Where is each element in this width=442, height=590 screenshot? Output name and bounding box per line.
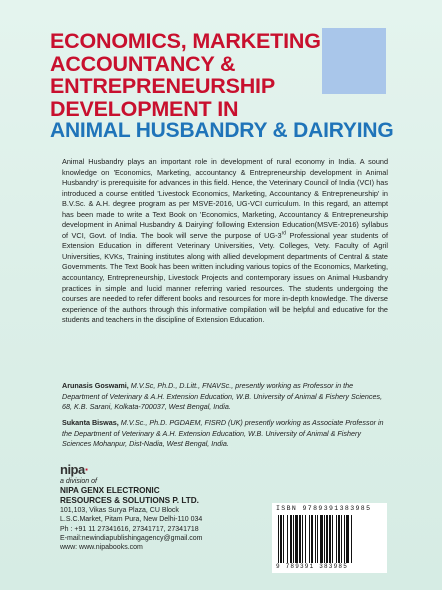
isbn-text: ISBN 9789391383985: [276, 505, 372, 512]
barcode: [272, 503, 387, 573]
publisher-email: E-mail:newindiapublishingagency@gmail.com: [60, 534, 203, 542]
publisher-phone: Ph : +91 11 27341616, 27341717, 27341718: [60, 525, 199, 533]
publisher-address-2: L.S.C.Market, Pitam Pura, New Delhi-110 034: [60, 516, 203, 524]
author-name-2: Sukanta Biswas,: [62, 418, 119, 427]
description-part-1: Animal Husbandry plays an important role in development of rural economy in India. A sound knowledge on 'Economics, Marketing, accountancy & Entrepreneurship development in Animal Husbandry' is prerequisite for advances in this field. Hence, the Veterinary Council of India (VCI) has introduced a course entitled 'Livestock Economics, Marketing, Accountancy & Entrepreneurship' in B.V.Sc. & A.H. degree program as per MSVE-2016, UG-VCI curriculum. In this regard, an attempt has been made to write a Text Book on 'Economics, Marketing, Accountancy & Entrepreneurship development in Animal Husbandry & Dairying' following Extension Education(MSVE-2016) syllabus of VCI, Govt. of India. The book will serve the purpose of UG-3: [62, 157, 388, 240]
publisher-name-line-1: NIPA GENX ELECTRONIC: [60, 486, 160, 495]
author-name-1: Arunasis Goswami,: [62, 381, 129, 390]
description-superscript: rd: [281, 230, 287, 237]
publisher-website: www: www.nipabooks.com: [60, 544, 143, 552]
barcode-bars-icon: [278, 515, 381, 563]
logo-text: nipa: [60, 462, 85, 477]
title-line-4: DEVELOPMENT IN: [50, 96, 239, 121]
title-line-2: ACCOUNTANCY &: [50, 51, 236, 76]
title-line-5: ANIMAL HUSBANDRY & DAIRYING: [50, 119, 394, 142]
nipa-logo: [60, 462, 89, 477]
logo-dot-icon: ·: [84, 462, 89, 477]
author-bio-1: [62, 381, 388, 413]
author-details-1: M.V.Sc, Ph.D., D.Litt., FNAVSc., presently working as Professor in the Department of Veterinary & A.H. Extension Education, W.B. University of Animal & Fishery Sciences, 68, K.B. Sarani, Kolkata-700037, West Bengal, India.: [62, 381, 383, 411]
book-title: [50, 29, 394, 143]
title-line-1: ECONOMICS, MARKETING: [50, 29, 321, 53]
author-bio-2: [62, 418, 388, 450]
book-description: [62, 157, 388, 326]
barcode-digits: 9 789391 383985: [276, 563, 349, 570]
publisher-name-line-2: RESOURCES & SOLUTIONS P. LTD.: [60, 496, 199, 505]
publisher-info: [60, 477, 290, 552]
title-line-3: ENTREPRENEURSHIP: [50, 74, 275, 98]
publisher-address-1: 101,103, Vikas Surya Plaza, CU Block: [60, 507, 179, 514]
publisher-division: a division of: [60, 478, 97, 485]
author-details-2: M.V.Sc., Ph.D. PGDAEM, FISRD (UK) presently working as Associate Professor in the Department of Veterinary & A.H. Extension Education, W.B. University of Animal & Fishery Sciences Mohanpur, Dist-Nadia, West Bengal, India.: [62, 418, 384, 448]
description-part-2: Professional year students of Extension Education in different Veterinary Universities, Vety. Colleges, Vety. Faculty of Agril Universities, KVKs, Training institutes along with allied development departments of Central & state Governments. The Text Book has been written including various topics of the Economics, Marketing, accountancy, Entrepreneurship, Livestock Projects and contemporary issues on Animal Husbandry practices in simple and lucid manner referring varied resources. The students undergoing the courses are needed to refer different books and resources for more in-depth knowledge. The diverse experience of the authors through this informative compilation will be helpful and educative for the students and teachers in the discipline of Extension Education.: [62, 230, 388, 325]
